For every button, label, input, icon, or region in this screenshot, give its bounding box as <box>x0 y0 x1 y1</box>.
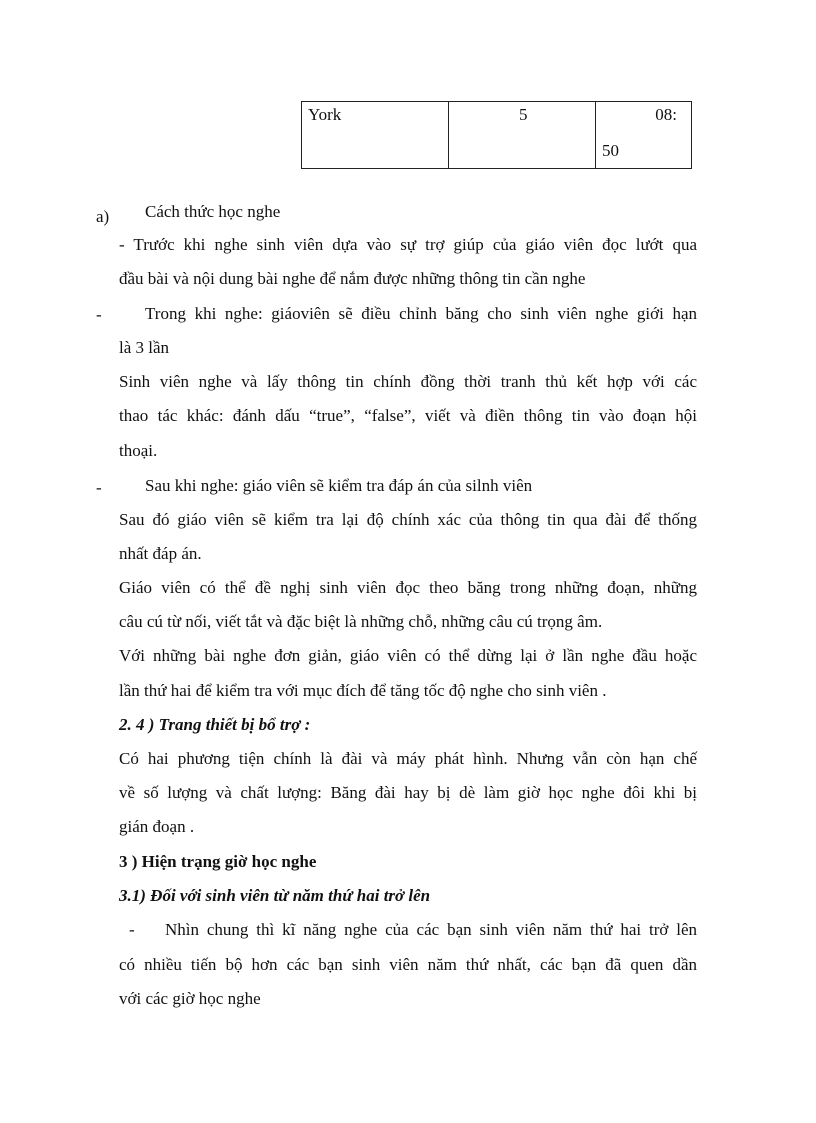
section-24-line1: Có hai phương tiện chính là đài và máy phát hình. Nhưng vẫn còn hạn chế <box>119 749 697 768</box>
bullet1-line1: Trong khi nghe: giáoviên sẽ điều chỉnh băng cho sinh viên nghe giới hạn <box>145 304 697 323</box>
para3-line1: Sau đó giáo viên sẽ kiểm tra lại độ chính xác của thông tin qua đài để thống <box>119 510 697 529</box>
para2-line3: thoại. <box>119 441 158 460</box>
section-3-line1: Nhìn chung thì kĩ năng nghe của các bạn sinh viên năm thứ hai trở lên <box>165 920 697 939</box>
section-3-line3: với các giờ học nghe <box>119 989 261 1008</box>
schedule-table <box>301 101 692 169</box>
bullet1-line2: là 3 lần <box>119 338 170 357</box>
para5-line1: Với những bài nghe đơn giản, giáo viên có thể dừng lại ở lần nghe đầu hoặc <box>119 646 697 665</box>
time-part2-text: 50 <box>602 141 619 160</box>
city-text: York <box>308 105 342 124</box>
section-3-dash: - <box>129 920 135 939</box>
table-row <box>302 102 692 169</box>
section-31-subheading: 3.1) Đối với sinh viên từ năm thứ hai trở lên <box>119 886 431 905</box>
section-3-line2: có nhiều tiến bộ hơn các bạn sinh viên năm thứ nhất, các bạn đã quen dần <box>119 955 697 974</box>
para3-line2: nhất đáp án. <box>119 544 202 563</box>
para1-line1: - Trước khi nghe sinh viên dựa vào sự trợ giúp của giáo viên đọc lướt qua <box>119 235 697 254</box>
section-24-line2: về số lượng và chất lượng: Băng đài hay bị dè làm giờ học nghe đôi khi bị <box>119 783 697 802</box>
bullet2-line1: Sau khi nghe: giáo viên sẽ kiểm tra đáp án của silnh viên <box>145 476 533 495</box>
section-a-heading: Cách thức học nghe <box>145 202 281 221</box>
section-3-heading: 3 ) Hiện trạng giờ học nghe <box>119 852 317 871</box>
value-text: 5 <box>519 105 528 124</box>
bullet1-dash: - <box>96 305 102 324</box>
para1-line2: đầu bài và nội dung bài nghe để nắm được những thông tin cần nghe <box>119 269 586 288</box>
table-cell-value <box>449 102 596 169</box>
table-cell-city <box>302 102 449 169</box>
para2-line2: thao tác khác: đánh dấu “true”, “false”, viết và điền thông tin vào đoạn hội <box>119 406 697 425</box>
time-part1-text: 08: <box>655 105 677 124</box>
para4-line2: câu cú từ nối, viết tắt và đặc biệt là những chỗ, những câu cú trọng âm. <box>119 612 603 631</box>
section-a-marker: a) <box>96 207 110 226</box>
para4-line1: Giáo viên có thể đề nghị sinh viên đọc theo băng trong những đoạn, những <box>119 578 697 597</box>
para5-line2: lần thứ hai để kiểm tra với mục đích để tăng tốc độ nghe cho sinh viên . <box>119 681 607 700</box>
bullet2-dash: - <box>96 478 102 497</box>
section-24-line3: gián đoạn . <box>119 817 195 836</box>
para2-line1: Sinh viên nghe và lấy thông tin chính đồng thời tranh thủ kết hợp với các <box>119 372 697 391</box>
table-cell-time <box>596 102 692 169</box>
section-24-heading: 2. 4 ) Trang thiết bị bổ trợ : <box>119 715 311 734</box>
